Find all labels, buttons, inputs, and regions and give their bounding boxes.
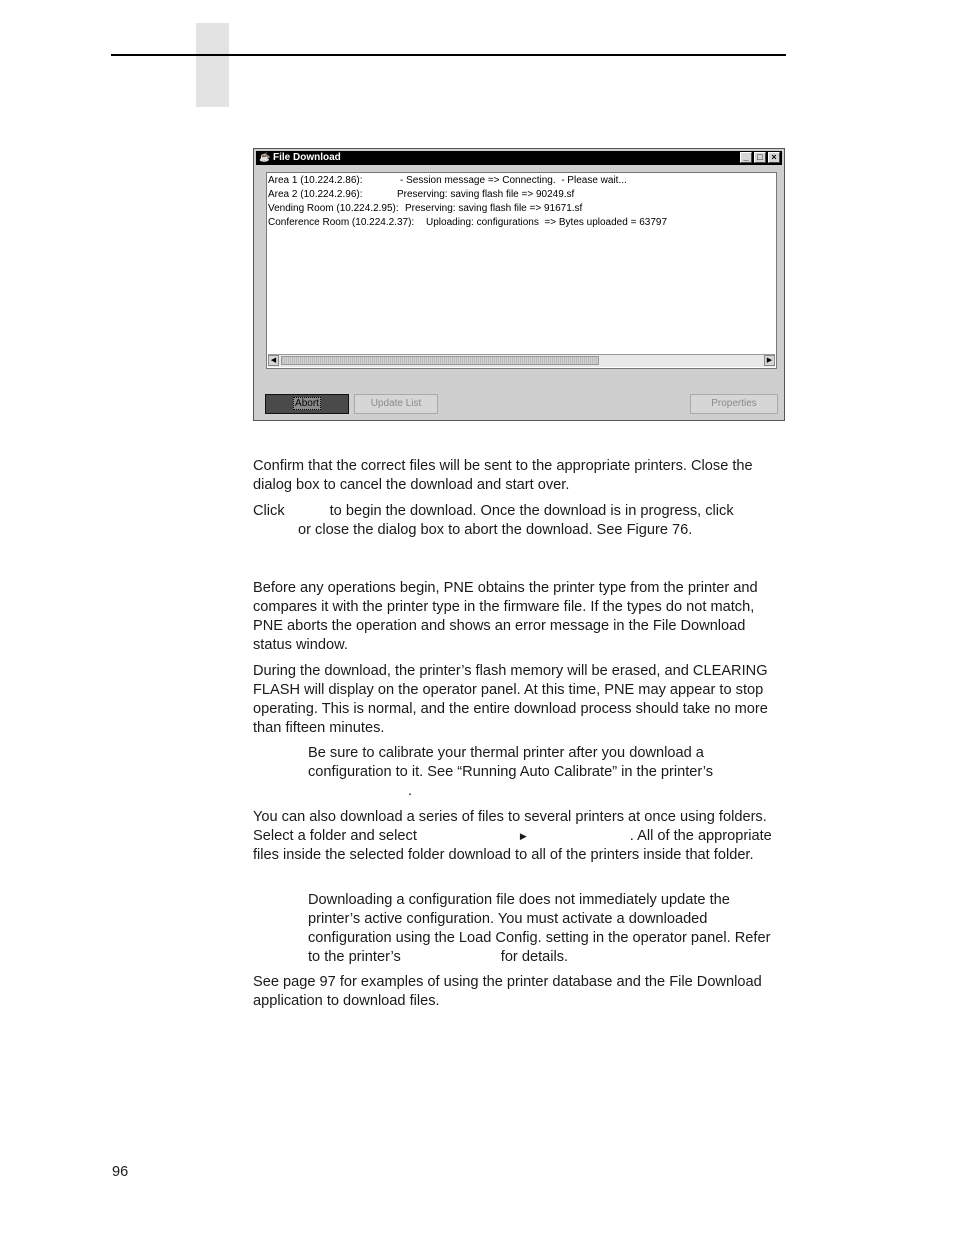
dialog-titlebar xyxy=(256,151,782,165)
log-message: - Session message => Connecting. - Please wait... xyxy=(400,175,627,186)
update-list-button[interactable]: Update List xyxy=(354,394,438,414)
log-host: Vending Room (10.224.2.95): xyxy=(268,203,399,214)
paragraph-see-page: See page 97 for examples of using the printer database and the File Download application to download files. xyxy=(253,974,762,1009)
submenu-arrow-icon: ▶ xyxy=(519,831,527,841)
paragraph-click xyxy=(253,502,788,540)
status-log-list[interactable] xyxy=(266,172,777,369)
log-host: Conference Room (10.224.2.37): xyxy=(268,217,415,228)
folders-text-end: . All of the appropriate files inside the selected folder download to all of the printers inside that folder. xyxy=(253,828,772,863)
list-item xyxy=(268,175,627,187)
abort-download-text: or close the dialog box to abort the download. See Figure 76. xyxy=(298,522,693,538)
click-text: Click xyxy=(253,503,285,519)
close-button[interactable]: × xyxy=(768,152,780,163)
abort-button-label: Abort xyxy=(295,398,319,409)
horizontal-scrollbar[interactable] xyxy=(268,354,775,367)
list-item xyxy=(268,203,582,215)
paragraph-folders xyxy=(253,808,788,865)
minimize-button[interactable]: _ xyxy=(740,152,752,163)
maximize-button[interactable]: □ xyxy=(754,152,766,163)
note-calibrate-end: . xyxy=(408,783,413,799)
header-rule xyxy=(111,54,786,56)
abort-button[interactable] xyxy=(265,394,349,414)
page-number: 96 xyxy=(112,1164,129,1180)
dialog-title: File Download xyxy=(273,152,341,163)
scroll-right-icon[interactable]: ▶ xyxy=(764,355,775,366)
paragraph-printer-type: Before any operations begin, PNE obtains the printer type from the printer and compares it with the printer type in the firmware file. If the types do not match, PNE aborts the operation and shows an error message in the File Download status window. xyxy=(253,580,758,653)
scroll-left-icon[interactable]: ◀ xyxy=(268,355,279,366)
log-host: Area 1 (10.224.2.86): xyxy=(268,175,363,186)
paragraph-flash-memory: During the download, the printer’s flash memory will be erased, and CLEARING FLASH will display on the operator panel. At this time, PNE may appear to stop operating. This is normal, and the entire download process should take no more than fifteen minutes. xyxy=(253,663,768,736)
list-item xyxy=(268,189,574,201)
note-calibrate-text: Be sure to calibrate your thermal printer after you download a configuration to it. See “Running Auto Calibrate” in the printer’s xyxy=(308,745,714,780)
chapter-tab xyxy=(196,23,229,107)
file-download-dialog xyxy=(253,148,785,421)
java-cup-icon: ☕ xyxy=(259,152,271,162)
begin-download-text: to begin the download. Once the download is in progress, click xyxy=(329,503,734,519)
scroll-thumb[interactable] xyxy=(281,356,599,365)
paragraph-confirm: Confirm that the correct files will be sent to the appropriate printers. Close the dialog box to cancel the download and start over. xyxy=(253,458,753,493)
log-message: Uploading: configurations => Bytes uploaded = 63797 xyxy=(426,217,668,228)
note-calibrate xyxy=(308,744,778,801)
properties-button[interactable]: Properties xyxy=(690,394,778,414)
note-configuration-text: Downloading a configuration file does not immediately update the printer’s active configuration. You must activate a downloaded configuration using the Load Config. setting in the operator panel. Refer to the printer’s xyxy=(308,892,771,965)
list-item xyxy=(268,217,667,229)
folders-text: You can also download a series of files to several printers at once using folders. Select a folder and select xyxy=(253,809,767,844)
note-configuration-end: for details. xyxy=(500,949,569,965)
log-host: Area 2 (10.224.2.96): xyxy=(268,189,363,200)
log-message: Preserving: saving flash file => 90249.sf xyxy=(397,189,575,200)
note-configuration xyxy=(308,891,778,967)
log-message: Preserving: saving flash file => 91671.sf xyxy=(405,203,583,214)
